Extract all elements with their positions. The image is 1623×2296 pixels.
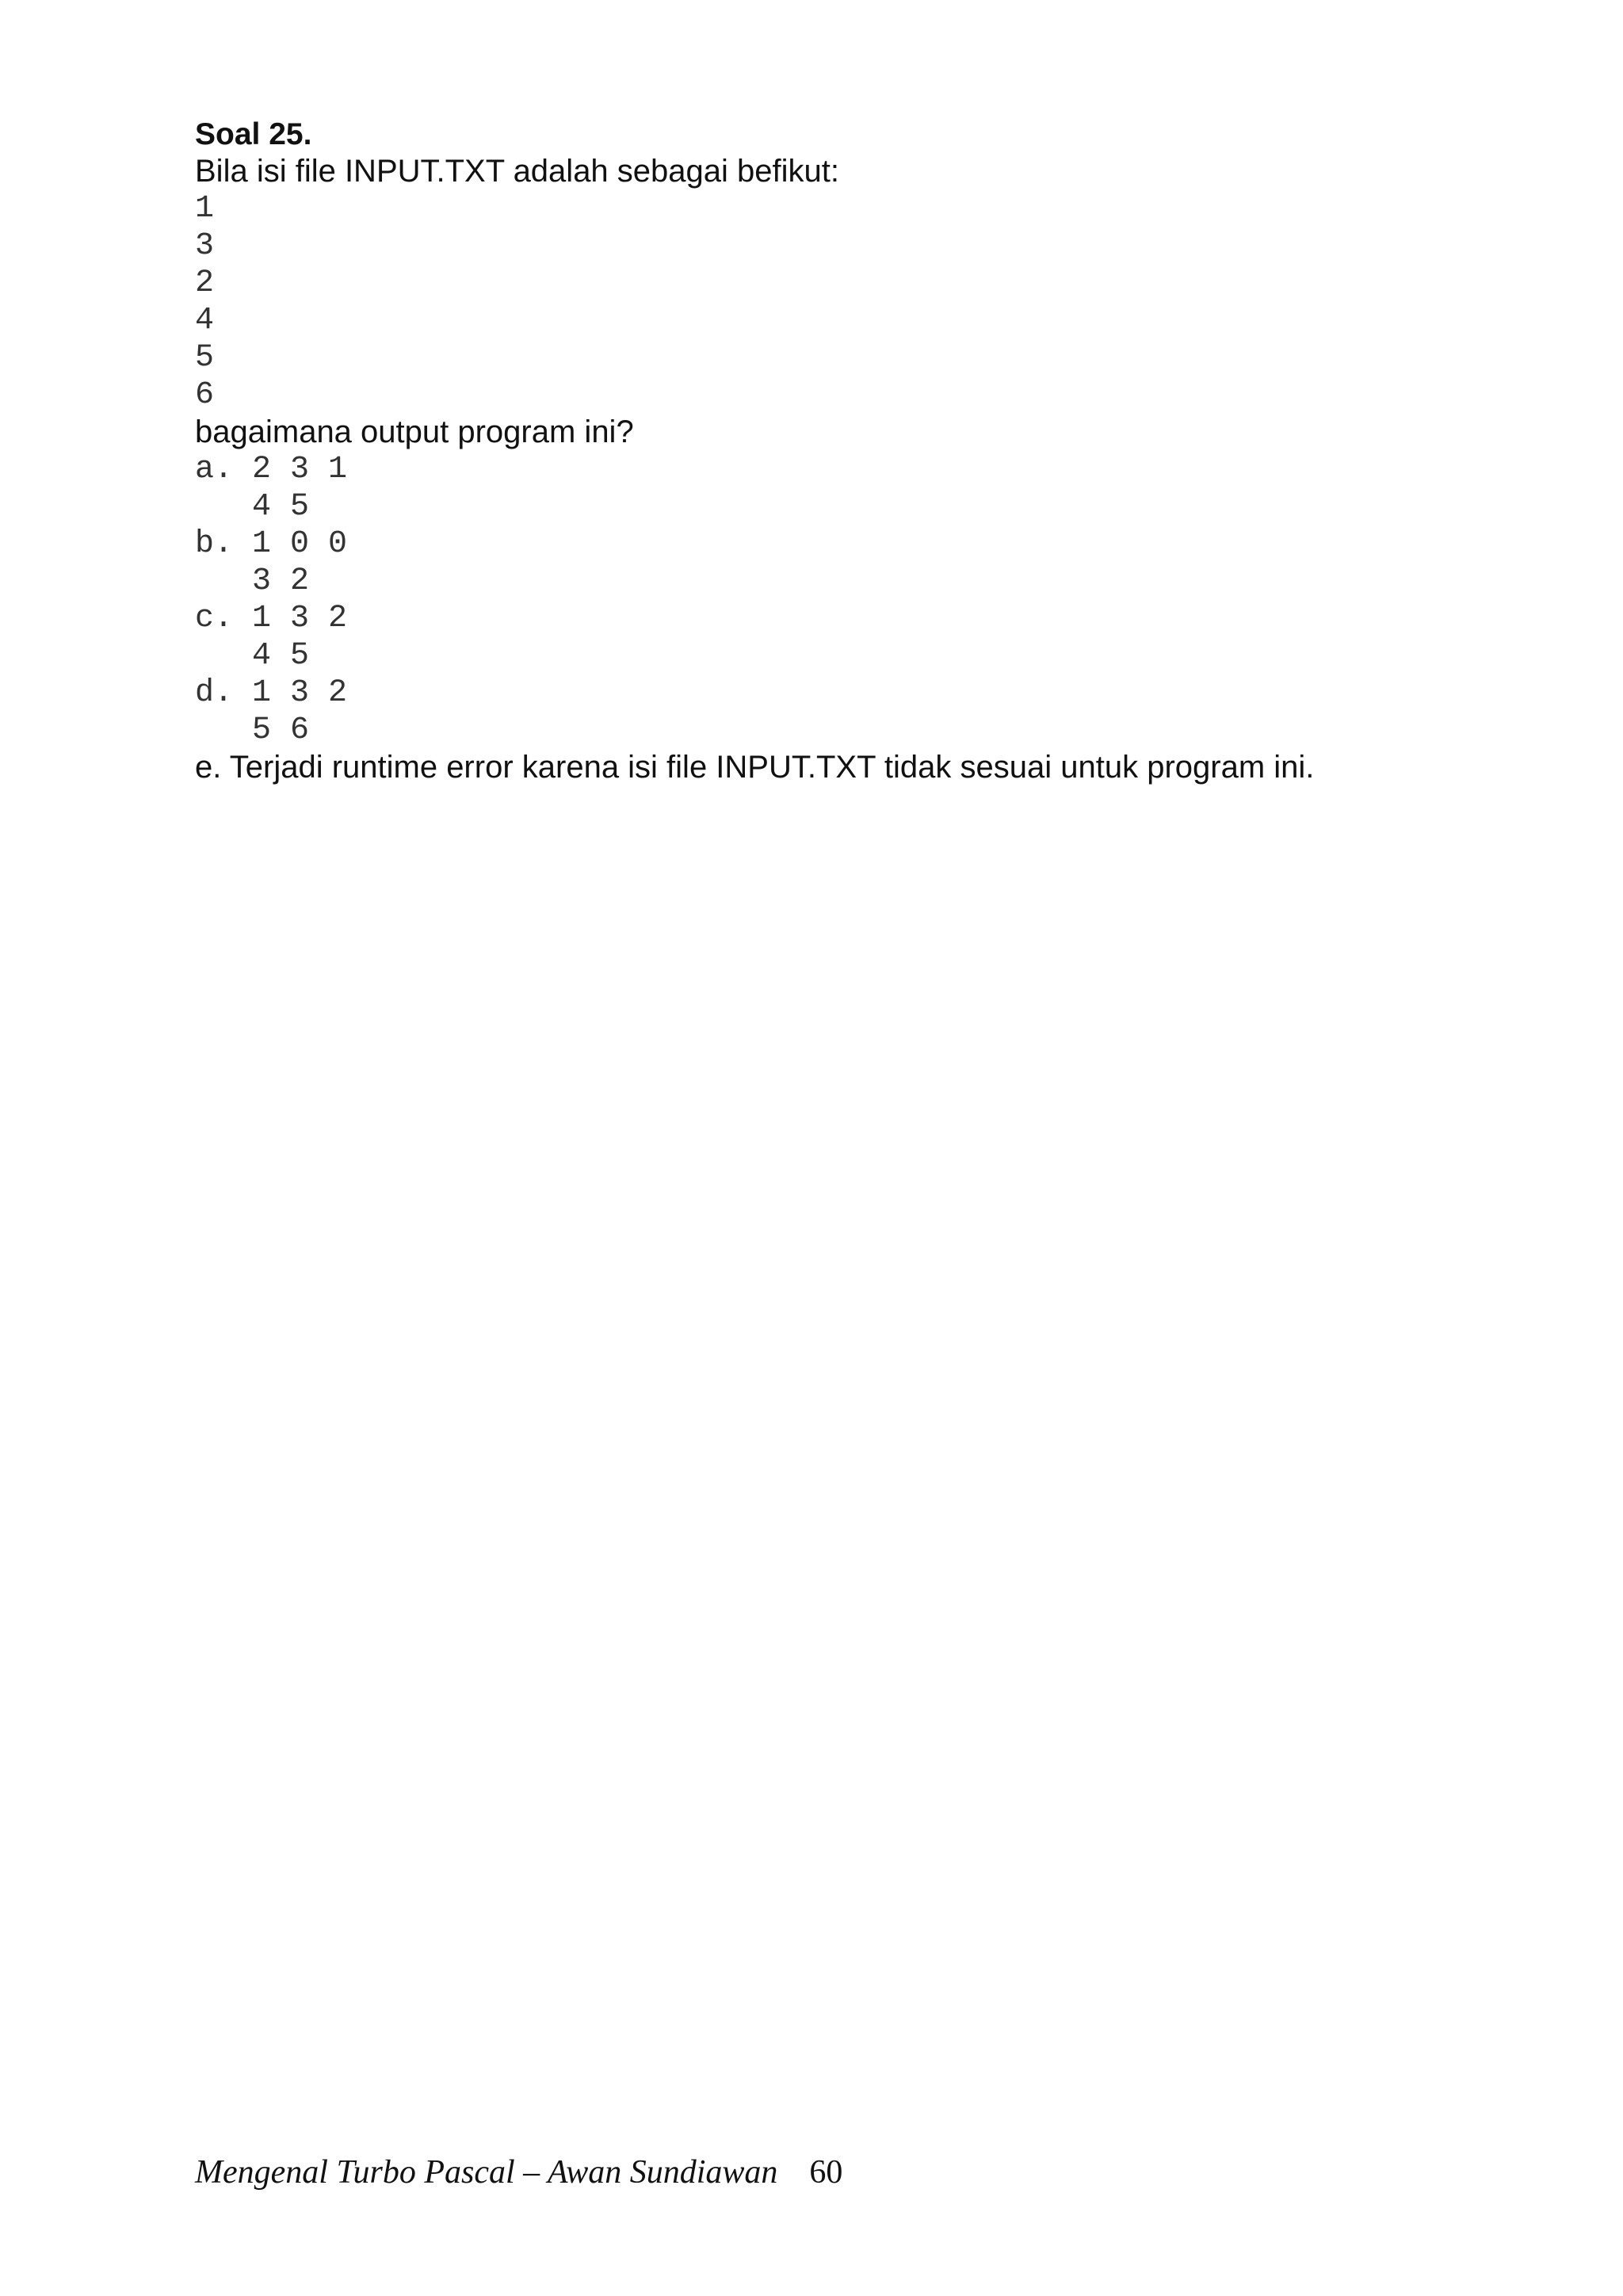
option-b — [195, 525, 1503, 600]
page-footer — [195, 2153, 842, 2192]
option-line: c. 1 3 2 — [195, 601, 348, 636]
question-title: Soal 25. — [195, 117, 312, 151]
option-line: 4 5 — [195, 638, 310, 674]
input-line: 5 — [195, 340, 215, 376]
option-d — [195, 674, 1503, 749]
page-number: 60 — [809, 2154, 843, 2191]
input-line: 1 — [195, 191, 215, 227]
option-line: 4 5 — [195, 489, 310, 525]
question-prompt: bagaimana output program ini? — [195, 415, 634, 449]
input-line: 3 — [195, 228, 215, 264]
option-line: 5 6 — [195, 712, 310, 748]
option-e: e. Terjadi runtime error karena isi file INPUT.TXT tidak sesuai untuk program ini. — [195, 750, 1315, 785]
input-line: 6 — [195, 377, 215, 413]
question-block — [195, 116, 1503, 786]
option-line: b. 1 0 0 — [195, 526, 348, 562]
option-line: a. 2 3 1 — [195, 452, 348, 487]
option-line: 3 2 — [195, 563, 310, 599]
option-c — [195, 600, 1503, 674]
option-a — [195, 451, 1503, 525]
question-intro: Bila isi file INPUT.TXT adalah sebagai befikut: — [195, 154, 839, 189]
answer-options — [195, 451, 1503, 786]
footer-book-title: Mengenal Turbo Pascal – Awan Sundiawan — [195, 2154, 778, 2191]
input-line: 4 — [195, 303, 215, 338]
input-line: 2 — [195, 266, 215, 301]
input-file-contents — [195, 190, 1503, 414]
option-line: d. 1 3 2 — [195, 675, 348, 711]
